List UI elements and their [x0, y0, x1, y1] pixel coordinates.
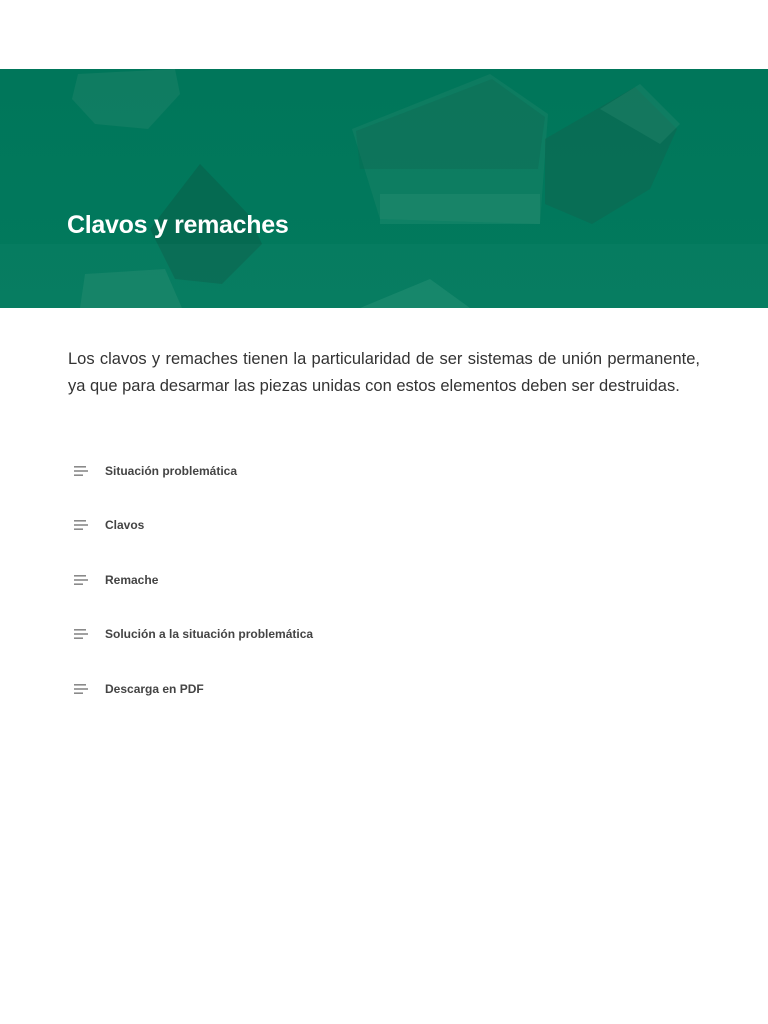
page-title: Clavos y remaches: [67, 211, 289, 239]
intro-paragraph: Los clavos y remaches tienen la particularidad de ser sistemas de unión permanente, ya que para desarmar las piezas unidas con estos elementos deben ser destruidas.: [68, 350, 700, 395]
lines-icon: [72, 627, 90, 641]
toc-item-label: Remache: [105, 573, 159, 587]
toc-item-situacion-problematica[interactable]: [72, 461, 237, 481]
toc-item-remache[interactable]: [72, 570, 158, 590]
toc-item-label: Solución a la situación problemática: [105, 627, 314, 641]
toc-item-descarga-pdf[interactable]: [72, 679, 204, 699]
lines-icon: [72, 464, 90, 478]
toc-item-label: Situación problemática: [105, 464, 238, 478]
lines-icon: [72, 682, 90, 696]
toc-item-label: Descarga en PDF: [105, 682, 204, 696]
toc-item-label: Clavos: [105, 518, 145, 532]
lines-icon: [72, 518, 90, 532]
lines-icon: [72, 573, 90, 587]
toc-item-clavos[interactable]: [72, 515, 144, 535]
toc-item-solucion[interactable]: [72, 624, 313, 644]
header-banner: [0, 69, 768, 308]
banner-background-image: [0, 69, 768, 308]
